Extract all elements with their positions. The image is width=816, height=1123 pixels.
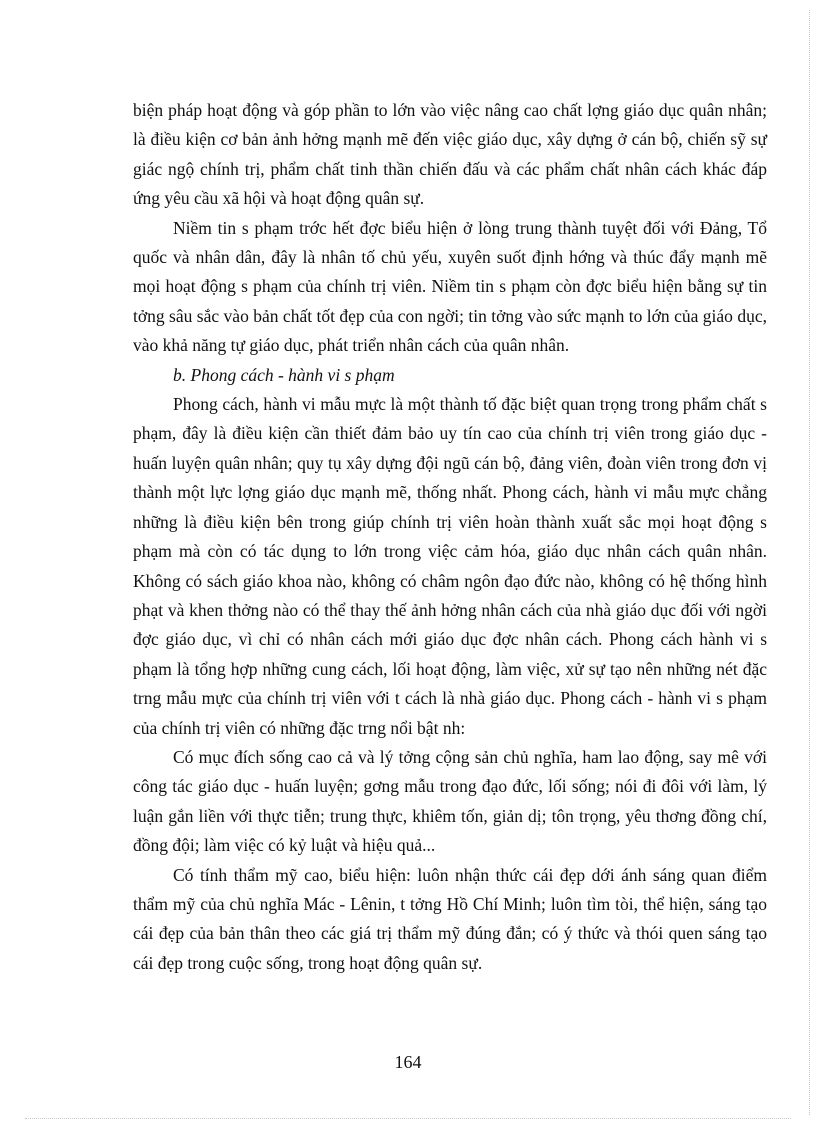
page-body — [133, 96, 767, 978]
right-dotted-rule — [809, 10, 810, 1115]
paragraph-niem-tin: Niềm tin s phạm trớc hết đợc biểu hiện ở lòng trung thành tuyệt đối với Đảng, Tổ quốc và nhân dân, đây là nhân tố chủ yếu, xuyên suốt định hớng và thúc đẩy mạnh mẽ mọi hoạt động s phạm của chính trị viên. Niềm tin s phạm còn đợc biểu hiện bằng sự tin tởng sâu sắc vào bản chất tốt đẹp của con ngời; tin tởng vào sức mạnh to lớn của giáo dục, vào khả năng tự giáo dục, phát triển nhân cách của quân nhân. — [133, 217, 767, 356]
paragraph-tham-my: Có tính thẩm mỹ cao, biểu hiện: luôn nhận thức cái đẹp dới ánh sáng quan điểm thẩm mỹ của chủ nghĩa Mác - Lênin, t tởng Hồ Chí Minh; luôn tìm tòi, thể hiện, sáng tạo cái đẹp của bản thân theo các giá trị thẩm mỹ đúng đắn; có ý thức và thói quen sáng tạo cái đẹp trong cuộc sống, trong hoạt động quân sự. — [133, 864, 767, 973]
paragraph-phong-cach: Phong cách, hành vi mẫu mực là một thành tố đặc biệt quan trọng trong phẩm chất s phạm, đây là điều kiện cần thiết đảm bảo uy tín cao của chính trị viên trong giáo dục - huấn luyện quân nhân; quy tụ xây dựng đội ngũ cán bộ, đảng viên, đoàn viên trong đơn vị thành một lực lợng giáo dục mạnh mẽ, thống nhất. Phong cách, hành vi mẫu mực chẳng những là điều kiện bên trong giúp chính trị viên hoàn thành xuất sắc mọi hoạt động s phạm mà còn có tác dụng to lớn trong việc cảm hóa, giáo dục nhân cách quân nhân. Không có sách giáo khoa nào, không có châm ngôn đạo đức nào, không có hệ thống hình phạt và khen thởng nào có thể thay thế ảnh hởng nhân cách của nhà giáo dục đối với ngời đợc giáo dục, vì chỉ có nhân cách mới giáo dục đợc nhân cách. Phong cách hành vi s phạm là tổng hợp những cung cách, lối hoạt động, làm việc, xử sự tạo nên những nét đặc trng mẫu mực của chính trị viên với t cách là nhà giáo dục. Phong cách - hành vi s phạm của chính trị viên có những đặc trng nổi bật nh: — [133, 394, 767, 738]
section-heading-phong-cach: b. Phong cách - hành vi s phạm — [173, 364, 395, 385]
paragraph-muc-dich-song: Có mục đích sống cao cả và lý tởng cộng sản chủ nghĩa, ham lao động, say mê với công tác giáo dục - huấn luyện; gơng mẫu trong đạo đức, lối sống; nói đi đôi với làm, lý luận gắn liền với thực tiễn; trung thực, khiêm tốn, giản dị; tôn trọng, yêu thơng đồng chí, đồng đội; làm việc có kỷ luật và hiệu quả... — [133, 746, 767, 856]
paragraph-continuation: biện pháp hoạt động và góp phần to lớn vào việc nâng cao chất lợng giáo dục quân nhân; là điều kiện cơ bản ảnh hởng mạnh mẽ đến việc giáo dục, xây dựng ở cán bộ, chiến sỹ sự giác ngộ chính trị, phẩm chất tinh thần chiến đấu và các phẩm chất nhân cách khác đáp ứng yêu cầu xã hội và hoạt động quân sự. — [133, 100, 767, 209]
page-number: 164 — [394, 1052, 422, 1072]
bottom-dotted-rule — [25, 1118, 791, 1119]
